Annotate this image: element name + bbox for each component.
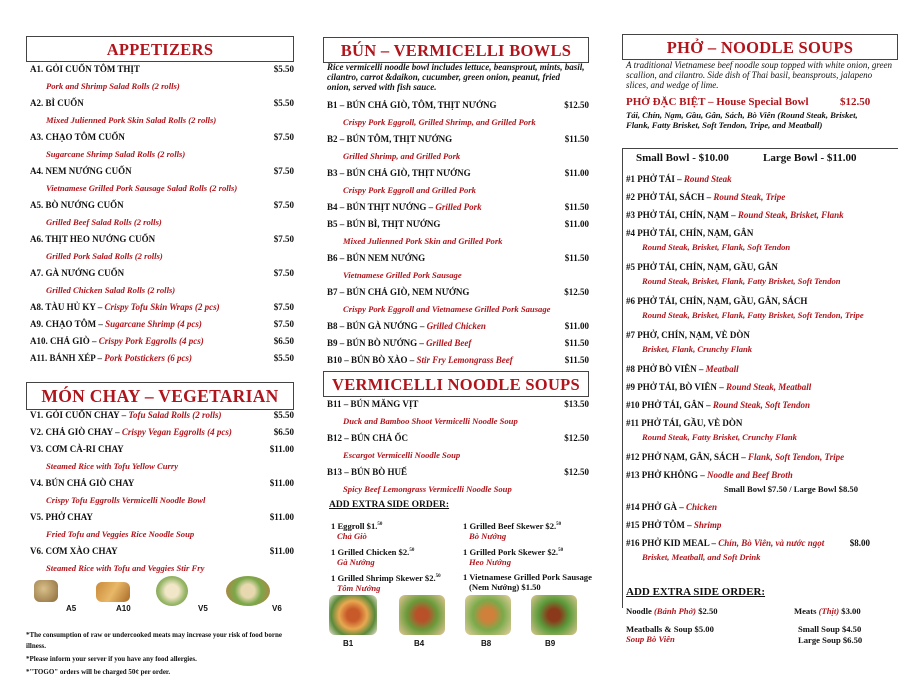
item-subtitle: Pork Potstickers (6 pcs) (104, 353, 193, 363)
pho-item (622, 396, 898, 414)
item-name: V4. BÚN CHẢ GIÒ CHAY (30, 478, 135, 488)
item-price: $6.50 (273, 427, 294, 437)
item-name: A3. CHẠO TÔM CUỐN (30, 132, 125, 142)
item-description: Crispy Pork Eggroll, Grilled Shrimp, and Grilled Pork (343, 117, 536, 127)
item-description: Vietnamese Grilled Pork Sausage (343, 270, 462, 280)
item-name-line (327, 335, 471, 352)
pho-item (622, 258, 898, 276)
menu-item (323, 464, 589, 481)
pho-sides (622, 604, 898, 654)
item-dash: – (407, 355, 417, 365)
menu-item (26, 333, 294, 350)
item-name-line (327, 352, 513, 369)
item-price: $5.50 (273, 98, 294, 108)
note-raw-meat: *The consumption of raw or undercooked meats may increase your risk of food borne illness. (26, 631, 282, 650)
pho-item-line (626, 516, 721, 534)
item-description: Duck and Bamboo Shoot Vermicelli Noodle Soup (343, 416, 518, 426)
item-subtitle: Flank, Soft Tendon, Tripe (748, 452, 845, 462)
pho-item (622, 516, 898, 534)
photo-b4 (399, 595, 445, 635)
pho-item (622, 292, 898, 310)
item-price: $7.50 (273, 200, 294, 210)
item-name: #4 PHỞ TÁI, CHÍN, NẠM, GÂN (626, 228, 754, 238)
item-description: Spicy Beef Lemongrass Vermicelli Noodle Soup (343, 484, 512, 494)
pho-item-line (626, 378, 811, 396)
item-subtitle: Crispy Tofu Skin Wraps (2 pcs) (104, 302, 220, 312)
item-price: $11.00 (269, 444, 294, 454)
item-name-line (30, 350, 192, 367)
pho-item (622, 326, 898, 344)
item-dash: – (96, 319, 106, 329)
pho-item (622, 448, 898, 466)
bun-intro: Rice vermicelli noodle bowl includes lettuce, beansprout, mints, basil, cilantro, carrot &daikon, cucumber, green onion, peanut, fried onion, served with fish sauce. (327, 62, 585, 92)
item-name: #2 PHỞ TÁI, SÁCH (626, 192, 705, 202)
item-name: A4. NEM NƯỚNG CUỐN (30, 166, 132, 176)
pho-item (622, 534, 898, 552)
item-description: Brisket, Flank, Crunchy Flank (642, 344, 753, 354)
side-soups: Small Soup $4.50 Large Soup $6.50 (798, 624, 863, 645)
pho-item-line (626, 326, 750, 344)
item-name: #3 PHỞ TÁI, CHÍN, NẠM (626, 210, 729, 220)
menu-item (323, 216, 589, 233)
item-subtitle: Chín, Bò Viên, và nước ngọt (718, 538, 825, 548)
small-bowl-price: Small Bowl - $10.00 (636, 152, 729, 164)
item-subtitle: Sugarcane Shrimp (4 pcs) (105, 319, 202, 329)
item-dash: – (95, 353, 105, 363)
item-description: Round Steak, Brisket, Flank, Fatty Brisket, Soft Tendon, Tripe (642, 310, 864, 320)
item-description: Brisket, Meatball, and Soft Drink (642, 552, 761, 562)
side-pork-sausage: 1 Vietnamese Grilled Pork Sausage (Nem Nướng) $1.50 (463, 572, 592, 592)
item-dash: – (417, 321, 427, 331)
item-description: Grilled Pork Salad Rolls (2 rolls) (46, 251, 163, 261)
item-subtitle: Round Steak, Brisket, Flank (737, 210, 844, 220)
item-dash: – (95, 302, 105, 312)
item-dash: – (704, 192, 714, 202)
item-name: A8. TÀU HỦ KY (30, 302, 96, 312)
menu-item (26, 543, 294, 560)
item-name: B4 – BÚN THỊT NƯỚNG (327, 202, 427, 212)
item-dash: – (426, 202, 436, 212)
item-description: Steamed Rice with Tofu and Veggies Stir Fry (46, 563, 205, 573)
photo-label: A10 (116, 604, 131, 613)
menu-item (323, 352, 589, 369)
pho-side-title: ADD EXTRA SIDE ORDER: (626, 586, 766, 598)
item-name: V2. CHẢ GIÒ CHAY (30, 427, 113, 437)
item-price: $11.00 (564, 219, 589, 229)
item-dash: – (417, 338, 427, 348)
menu-item (26, 197, 294, 214)
note-allergies: *Please inform your server if you have any food allergies. (26, 655, 197, 663)
item-subtitle: Stir Fry Lemongrass Beef (416, 355, 513, 365)
photo-a10 (96, 582, 130, 602)
item-description: Crispy Pork Eggroll and Vietnamese Grilled Pork Sausage (343, 304, 551, 314)
item-name: B5 – BÚN BÌ, THỊT NƯỚNG (327, 219, 441, 229)
item-name: A5. BÒ NƯỚNG CUỐN (30, 200, 124, 210)
item-subtitle: Grilled Chicken (426, 321, 486, 331)
pho-item (622, 170, 898, 188)
photo-label: V6 (272, 604, 282, 613)
menu-item (323, 199, 589, 216)
item-description: Mixed Julienned Pork Skin and Grilled Pork (343, 236, 503, 246)
item-subtitle: Round Steak, Soft Tendon (712, 400, 811, 410)
appetizers-header: APPETIZERS (26, 36, 294, 62)
item-name: #9 PHỞ TÁI, BÒ VIÊN (626, 382, 717, 392)
item-subtitle: Crispy Vegan Eggrolls (4 pcs) (121, 427, 232, 437)
item-name: #5 PHỞ TÁI, CHÍN, NẠM, GẦU, GÂN (626, 262, 778, 272)
item-description: Vietnamese Grilled Pork Sausage Salad Rolls (2 rolls) (46, 183, 238, 193)
menu-item (26, 231, 294, 248)
pho-item (622, 498, 898, 516)
side-meatballs-soup: Meatballs & Soup $5.00 Soup Bò Viên (626, 624, 714, 644)
item-price: $11.00 (564, 168, 589, 178)
item-price: $11.50 (564, 355, 589, 365)
photo-label: B4 (414, 639, 425, 648)
item-price: $11.00 (269, 478, 294, 488)
item-name-line (327, 318, 486, 335)
item-price: $7.50 (273, 132, 294, 142)
item-dash: – (703, 400, 713, 410)
photo-v6 (226, 576, 270, 606)
item-name: #11 PHỞ TÁI, GẦU, VÈ DÒN (626, 418, 743, 428)
item-name: B9 – BÚN BÒ NƯỚNG (327, 338, 418, 348)
item-subtitle: Round Steak, Tripe (713, 192, 786, 202)
item-price: $7.50 (273, 166, 294, 176)
pho-special-name: PHỞ ĐẶC BIỆT – House Special Bowl (626, 96, 809, 108)
item-description: Escargot Vermicelli Noodle Soup (343, 450, 461, 460)
item-name: #1 PHỞ TÁI (626, 174, 675, 184)
menu-item (26, 475, 294, 492)
pho-item-line (626, 292, 807, 310)
item-name: V3. CƠM CÀ-RI CHAY (30, 444, 124, 454)
item-name: V5. PHỞ CHAY (30, 512, 93, 522)
menu-item (323, 396, 589, 413)
photo-label: A5 (66, 604, 77, 613)
item-price: $11.00 (269, 512, 294, 522)
item-price: $11.50 (564, 202, 589, 212)
photo-a5 (34, 580, 58, 602)
item-description: Sugarcane Shrimp Salad Rolls (2 rolls) (46, 149, 186, 159)
item-name: #13 PHỞ KHÔNG (626, 470, 698, 480)
pho-item (622, 224, 898, 242)
pho-item-line (626, 224, 753, 242)
item-name: B13 – BÚN BÒ HUẾ (327, 467, 408, 477)
soups-list (323, 396, 589, 498)
item-name: B7 – BÚN CHẢ GIÒ, NEM NƯỚNG (327, 287, 470, 297)
item-price: $11.00 (269, 546, 294, 556)
vegetarian-list (26, 407, 294, 577)
item-note: Small Bowl $7.50 / Large Bowl $8.50 (723, 484, 858, 494)
pho-item (622, 360, 898, 378)
menu-item (323, 335, 589, 352)
item-price: $11.50 (564, 253, 589, 263)
item-name: #6 PHỞ TÁI, CHÍN, NẠM, GẦU, GÂN, SÁCH (626, 296, 808, 306)
menu-item (26, 265, 294, 282)
menu-item (26, 407, 294, 424)
bun-photos (323, 593, 589, 653)
item-name: B8 – BÚN GÀ NƯỚNG (327, 321, 418, 331)
item-name: A11. BÁNH XÉP (30, 353, 96, 363)
pho-item-line (626, 206, 844, 224)
item-dash: – (674, 174, 684, 184)
item-subtitle: Round Steak, Meatball (725, 382, 812, 392)
item-name: #10 PHỞ TÁI, GÂN (626, 400, 704, 410)
item-dash: – (684, 520, 694, 530)
photo-b9 (531, 595, 577, 635)
item-name: A6. THỊT HEO NƯỚNG CUỐN (30, 234, 156, 244)
item-description: Round Steak, Brisket, Flank, Soft Tendon (642, 242, 791, 252)
item-dash: – (112, 427, 122, 437)
item-description: Pork and Shrimp Salad Rolls (2 rolls) (46, 81, 180, 91)
side-shrimp-skewer: 1 Grilled Shrimp Skewer $2.50 Tôm Nướng (331, 572, 441, 593)
menu-item (26, 95, 294, 112)
item-description: Grilled Beef Salad Rolls (2 rolls) (46, 217, 162, 227)
bun-header: BÚN – VERMICELLI BOWLS (323, 37, 589, 63)
item-name: A9. CHẠO TÔM (30, 319, 97, 329)
item-name-line (30, 299, 220, 316)
item-price: $7.50 (273, 234, 294, 244)
item-name-line (30, 407, 222, 424)
soups-header: VERMICELLI NOODLE SOUPS (323, 371, 589, 397)
item-dash: – (696, 364, 706, 374)
item-description: Crispy Tofu Eggrolls Vermicelli Noodle Bowl (46, 495, 206, 505)
item-name-line (327, 199, 482, 216)
item-name: B11 – BÚN MĂNG VỊT (327, 399, 419, 409)
item-price: $12.50 (564, 433, 589, 443)
side-meats: Meats (Thịt) $3.00 (794, 606, 861, 616)
side-noodle: Noodle (Bánh Phở) $2.50 (626, 606, 718, 616)
item-description: Round Steak, Brisket, Flank, Fatty Brisket, Soft Tendon (642, 276, 841, 286)
pho-item-line (626, 466, 793, 484)
item-price: $7.50 (273, 302, 294, 312)
menu-item (323, 318, 589, 335)
item-name: B2 – BÚN TÔM, THỊT NƯỚNG (327, 134, 453, 144)
item-dash: – (728, 210, 738, 220)
item-dash: – (677, 502, 686, 512)
side-pork-skewer: 1 Grilled Pork Skewer $2.50 Heo Nướng (463, 546, 564, 567)
item-description: Grilled Shrimp, and Grilled Pork (343, 151, 461, 161)
item-subtitle: Shrimp (693, 520, 722, 530)
pho-item (622, 466, 898, 484)
pho-item (622, 188, 898, 206)
note-togo: *"TOGO" orders will be charged 50¢ per order. (26, 668, 171, 676)
pho-special-price: $12.50 (840, 96, 871, 108)
item-name-line (30, 333, 204, 350)
item-price: $11.50 (564, 134, 589, 144)
photo-v5 (156, 576, 188, 606)
pho-item-line (626, 396, 810, 414)
item-dash: – (698, 470, 707, 480)
item-name: B10 – BÚN BÒ XÀO (327, 355, 408, 365)
menu-item (323, 165, 589, 182)
menu-item (26, 129, 294, 146)
item-description: Crispy Pork Eggroll and Grilled Pork (343, 185, 476, 195)
photo-label: B8 (481, 639, 492, 648)
pho-item (622, 378, 898, 396)
item-price: $5.50 (273, 410, 294, 420)
menu-item (323, 250, 589, 267)
side-chicken: 1 Grilled Chicken $2.50 Gà Nướng (331, 546, 415, 567)
item-price: $7.50 (273, 319, 294, 329)
vegetarian-photos (26, 578, 294, 618)
item-price: $11.00 (564, 321, 589, 331)
photo-label: B1 (343, 639, 354, 648)
item-description: Fried Tofu and Veggies Rice Noodle Soup (46, 529, 195, 539)
item-name: A2. BÌ CUỐN (30, 98, 84, 108)
item-price: $12.50 (564, 287, 589, 297)
pho-item-line (626, 188, 785, 206)
pho-item-line (626, 448, 844, 466)
item-price: $13.50 (564, 399, 589, 409)
item-dash: – (709, 538, 719, 548)
pho-intro: A traditional Vietnamese beef noodle soup topped with white onion, green scallion, and cilantro. Side dish of Thai basil, beansprouts, jalapeno slices, and wedge of lime. (626, 60, 893, 90)
pho-item (622, 414, 898, 432)
item-name: V6. CƠM XÀO CHAY (30, 546, 118, 556)
pho-item-line (626, 258, 778, 276)
side-beef-skewer: 1 Grilled Beef Skewer $2.50 Bò Nướng (463, 520, 562, 541)
item-description: Mixed Julienned Pork Skin Salad Rolls (2 rolls) (46, 115, 217, 125)
item-price: $7.50 (273, 268, 294, 278)
item-dash: – (716, 382, 726, 392)
item-dash: – (739, 452, 748, 462)
item-subtitle: Chicken (686, 502, 718, 512)
photo-label: V5 (198, 604, 208, 613)
item-name: A1. GỎI CUỐN TÔM THỊT (30, 64, 140, 74)
menu-item (26, 163, 294, 180)
menu-item (323, 97, 589, 114)
item-subtitle: Meatball (705, 364, 739, 374)
menu-item (323, 131, 589, 148)
item-subtitle: Crispy Pork Eggrolls (4 pcs) (98, 336, 204, 346)
item-price: $5.50 (273, 353, 294, 363)
pho-special-desc: Tái, Chín, Nạm, Gầu, Gân, Sách, Bò Viên (Round Steak, Brisket, Flank, Fatty Brisket, Soft Tendon, Tripe, and Meatball) (626, 110, 858, 130)
pho-item (622, 206, 898, 224)
pho-header: PHỞ – NOODLE SOUPS (622, 34, 898, 60)
item-price: $12.50 (564, 467, 589, 477)
item-subtitle: Round Steak (683, 174, 732, 184)
menu-item (26, 299, 294, 316)
item-dash: – (119, 410, 129, 420)
photo-b8 (465, 595, 511, 635)
item-name: B6 – BÚN NEM NƯỚNG (327, 253, 426, 263)
item-name: B3 – BÚN CHẢ GIÒ, THỊT NƯỚNG (327, 168, 471, 178)
item-dash: – (89, 336, 99, 346)
item-price: $8.00 (849, 538, 870, 548)
notes (26, 630, 294, 678)
item-name: #16 PHỞ KID MEAL (626, 538, 710, 548)
large-bowl-price: Large Bowl - $11.00 (763, 152, 857, 164)
item-name: #7 PHỞ, CHÍN, NẠM, VÈ DÒN (626, 330, 750, 340)
item-subtitle: Noodle and Beef Broth (707, 470, 793, 480)
menu-item (323, 284, 589, 301)
item-name: B1 – BÚN CHẢ GIÒ, TÔM, THỊT NƯỚNG (327, 100, 497, 110)
item-name-line (30, 316, 202, 333)
bun-list (323, 97, 589, 369)
item-name: A7. GÀ NƯỚNG CUỐN (30, 268, 125, 278)
item-subtitle: Grilled Pork (435, 202, 482, 212)
item-name: #14 PHỞ GÀ (626, 502, 677, 512)
menu-item (323, 430, 589, 447)
bun-side-title: ADD EXTRA SIDE ORDER: (329, 500, 450, 510)
menu-item (26, 61, 294, 78)
item-price: $11.50 (564, 338, 589, 348)
item-name: V1. GỎI CUỐN CHAY (30, 410, 120, 420)
item-description: Steamed Rice with Tofu Yellow Curry (46, 461, 179, 471)
item-name: #8 PHỞ BÒ VIÊN (626, 364, 697, 374)
menu-item (26, 350, 294, 367)
menu-item (26, 441, 294, 458)
item-name: #12 PHỞ NẠM, GÂN, SÁCH (626, 452, 739, 462)
item-name: A10. CHẢ GIÒ (30, 336, 90, 346)
item-description: Round Steak, Fatty Brisket, Crunchy Flank (642, 432, 797, 442)
photo-label: B9 (545, 639, 556, 648)
photo-b1 (329, 595, 377, 635)
pho-special (626, 96, 898, 130)
side-eggroll: 1 Eggroll $1.50 Chả Giò (331, 520, 383, 541)
menu-item (26, 424, 294, 441)
item-name: B12 – BÚN CHẢ ỐC (327, 433, 409, 443)
pho-item-line (626, 170, 732, 188)
item-subtitle: Grilled Beef (426, 338, 472, 348)
pho-item-line (626, 414, 742, 432)
appetizers-list (26, 61, 294, 367)
item-name: #15 PHỞ TÔM (626, 520, 685, 530)
pho-item-line (626, 360, 739, 378)
menu-item (26, 509, 294, 526)
item-price: $5.50 (273, 64, 294, 74)
menu-item (26, 316, 294, 333)
item-name-line (30, 424, 232, 441)
item-description: Grilled Chicken Salad Rolls (2 rolls) (46, 285, 176, 295)
pho-item-line (626, 534, 824, 552)
vegetarian-header: MÓN CHAY – VEGETARIAN (26, 382, 294, 410)
pho-item-line (626, 498, 717, 516)
item-subtitle: Tofu Salad Rolls (2 rolls) (128, 410, 222, 420)
item-price: $6.50 (273, 336, 294, 346)
item-price: $12.50 (564, 100, 589, 110)
pho-list (622, 170, 898, 568)
